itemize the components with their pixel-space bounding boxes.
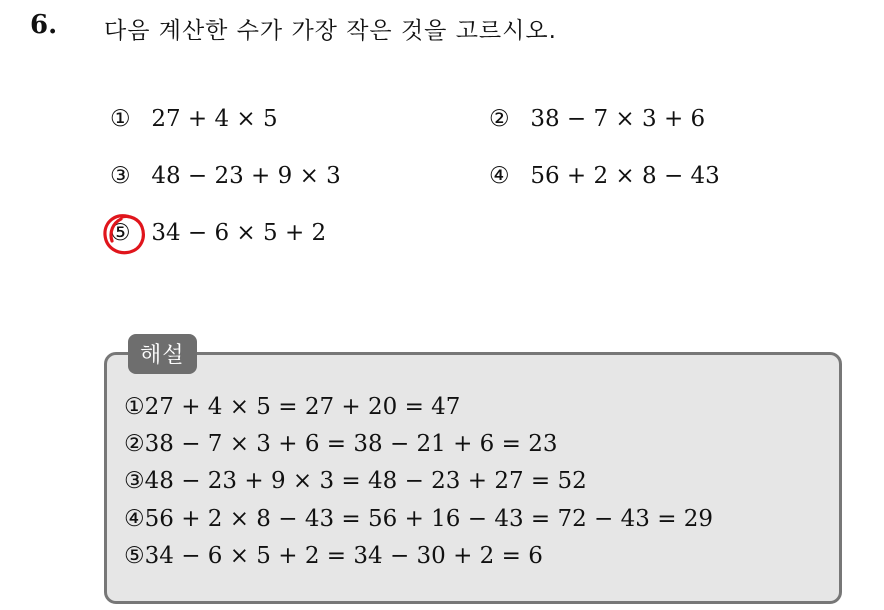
solution-line-2: ②38 − 7 × 3 + 6 = 38 − 21 + 6 = 23 — [124, 431, 558, 457]
choice-3[interactable] — [110, 163, 341, 189]
choice-2-mark: ② — [489, 106, 510, 132]
question-text: 다음 계산한 수가 가장 작은 것을 고르시오. — [104, 18, 557, 44]
choice-3-expression: 48 − 23 + 9 × 3 — [151, 163, 341, 189]
solution-line-5: ⑤34 − 6 × 5 + 2 = 34 − 30 + 2 = 6 — [124, 543, 543, 569]
choice-5-expression: 34 − 6 × 5 + 2 — [151, 220, 327, 246]
choice-2-expression: 38 − 7 × 3 + 6 — [530, 106, 706, 132]
choice-5-mark: ⑤ — [110, 220, 131, 246]
solution-line-3: ③48 − 23 + 9 × 3 = 48 − 23 + 27 = 52 — [124, 468, 587, 494]
solution-line-1: ①27 + 4 × 5 = 27 + 20 = 47 — [124, 394, 461, 420]
explanation-label: 해설 — [128, 334, 197, 374]
answer-circle-mark — [100, 210, 150, 258]
choice-2[interactable] — [489, 106, 705, 132]
choice-4-mark: ④ — [489, 163, 510, 189]
choice-4-expression: 56 + 2 × 8 − 43 — [530, 163, 720, 189]
choice-3-mark: ③ — [110, 163, 131, 189]
choice-1-mark: ① — [110, 106, 131, 132]
question-number: 6. — [30, 10, 58, 40]
choice-1[interactable] — [110, 106, 278, 132]
choice-1-expression: 27 + 4 × 5 — [151, 106, 278, 132]
choice-4[interactable] — [489, 163, 720, 189]
solution-line-4: ④56 + 2 × 8 − 43 = 56 + 16 − 43 = 72 − 43 = 29 — [124, 506, 714, 532]
